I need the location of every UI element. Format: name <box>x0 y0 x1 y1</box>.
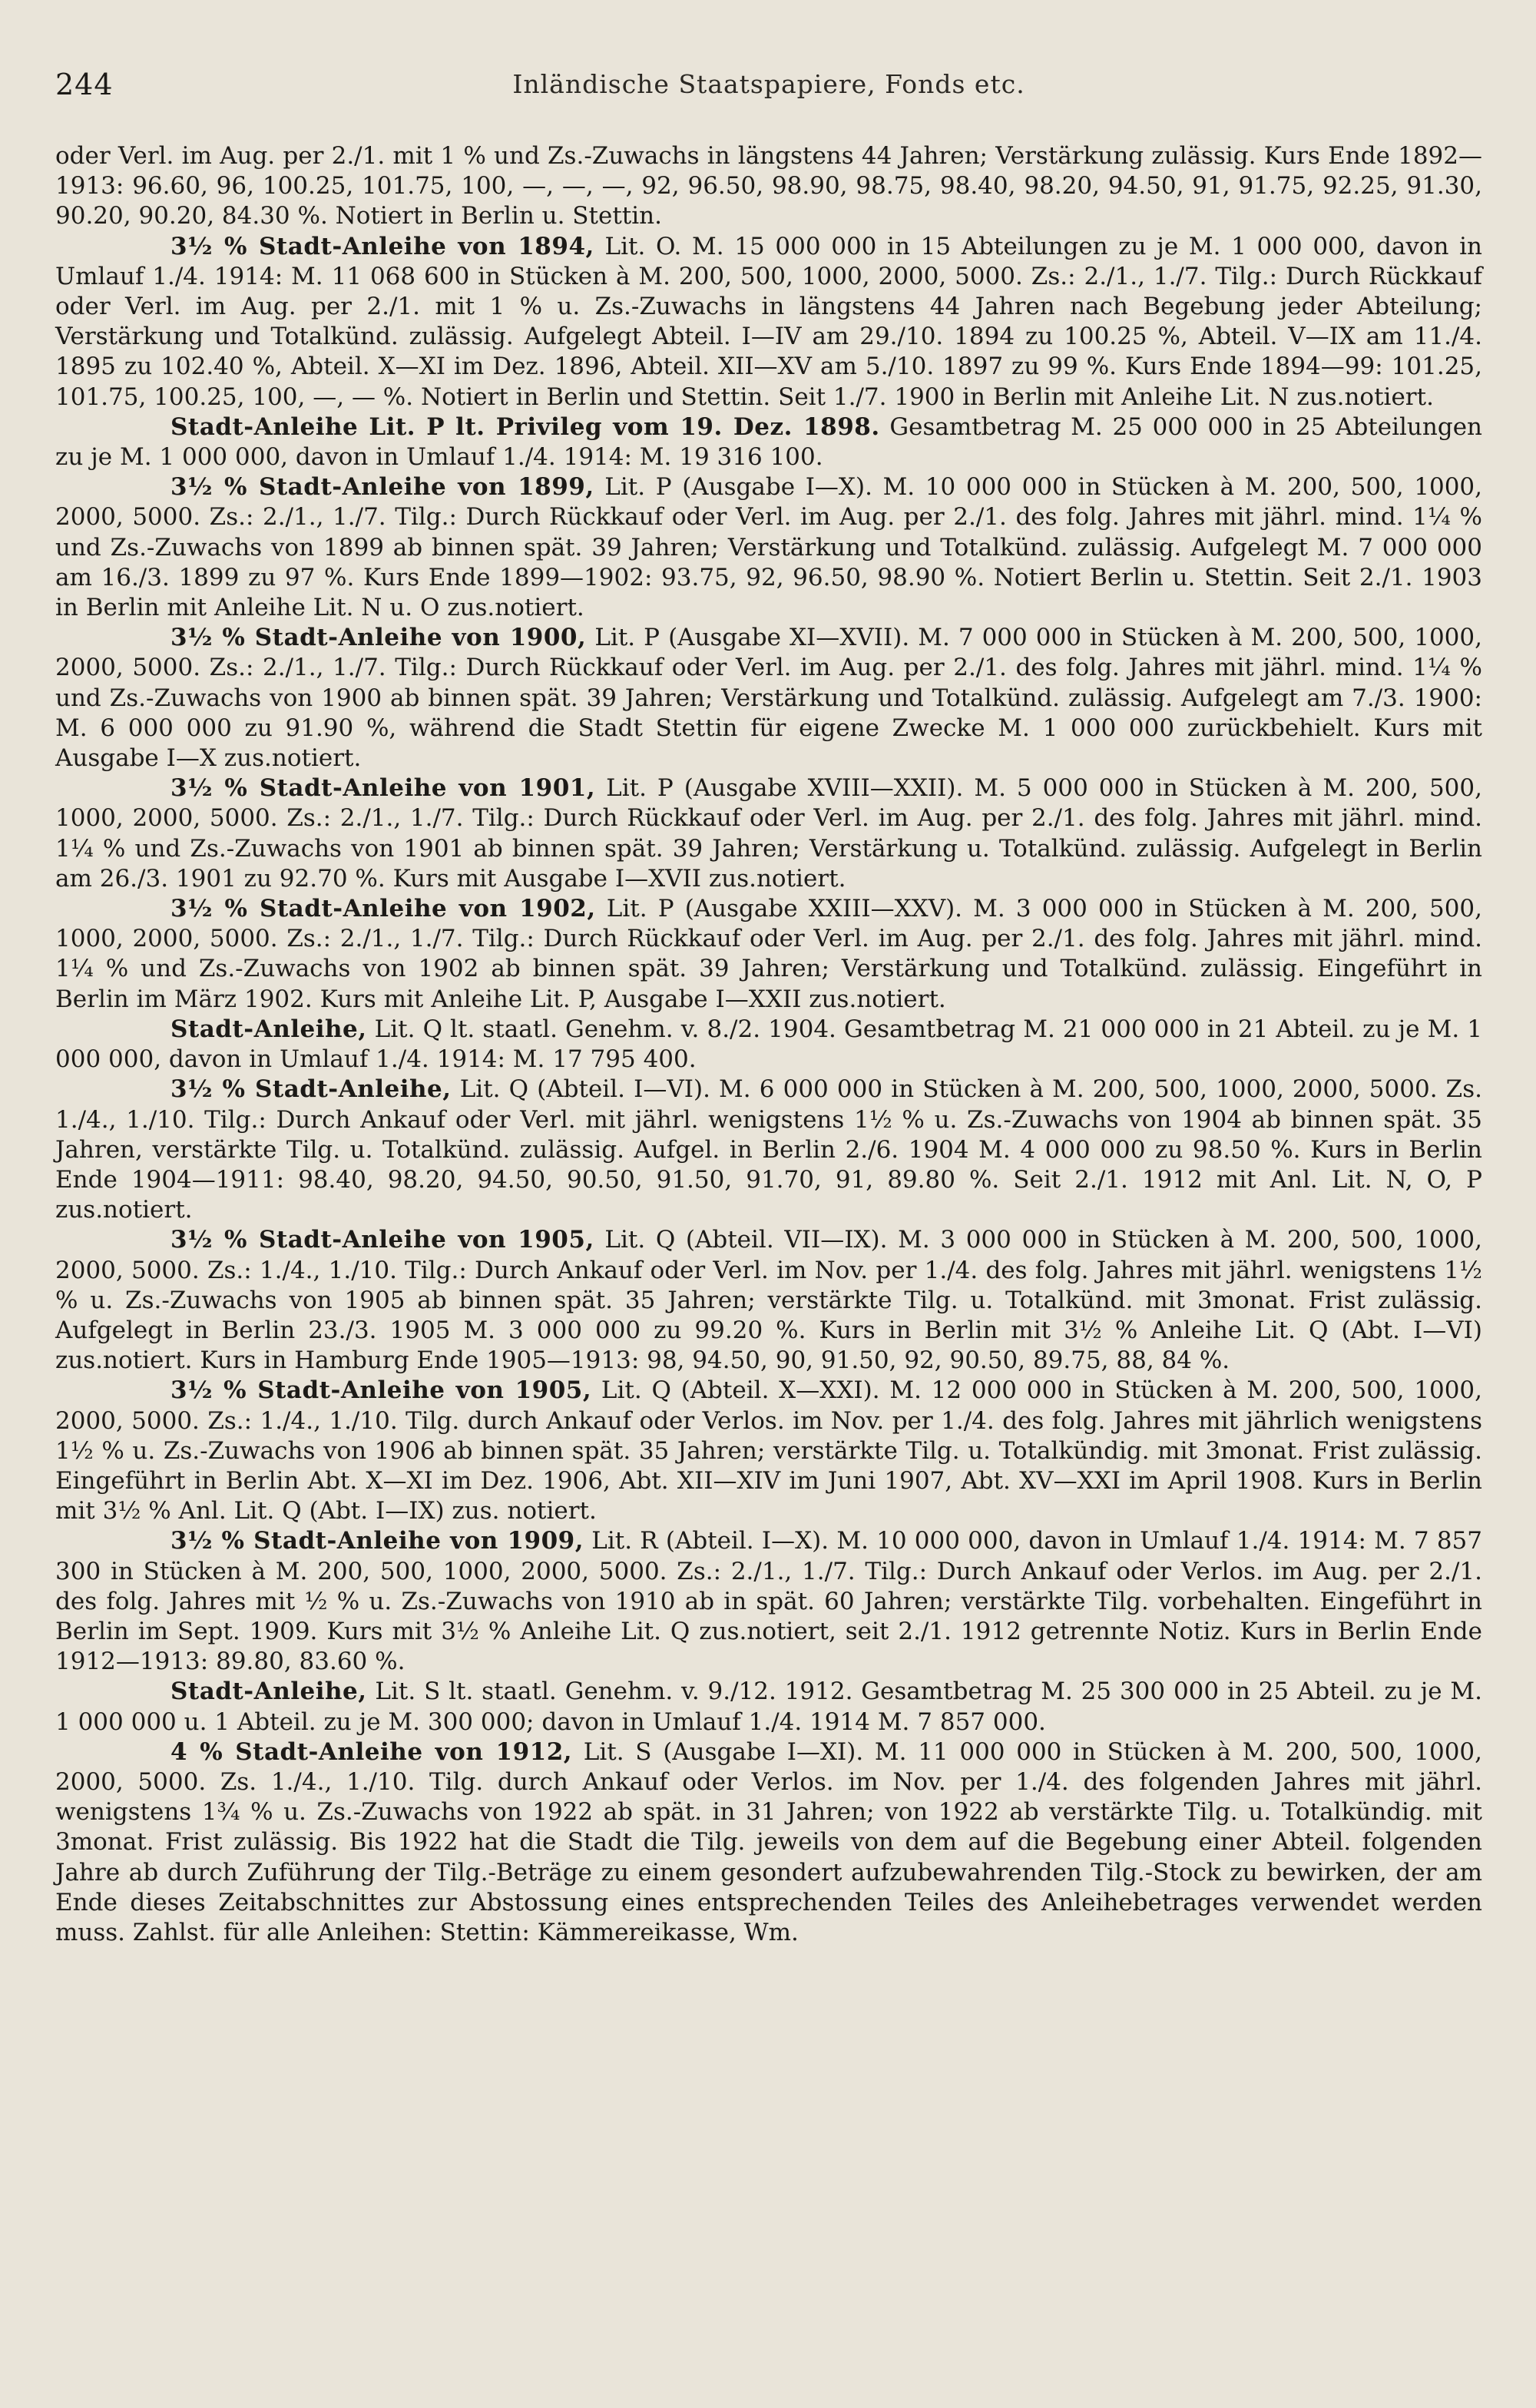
paragraph-lead: 3½ % Stadt-Anleihe von 1909, <box>170 1527 584 1555</box>
paragraph-text: Lit. Q (Abteil. X—XXI). M. 12 000 000 in Stücken à M. 200, 500, 1000, 2000, 5000. Zs.: 1./4., 1./10. Tilg. durch Ankauf oder Verlos. im Nov. per 1./4. des folg. Jahres mit jährlich wenigstens 1½ % u. Zs.-Zuwachs von 1906 ab binnen spät. 35 Jahren; verstärkte Tilg. u. Totalkündig. mit 3monat. Frist zulässig. Eingeführt in Berlin Abt. X—XI im Dez. 1906, Abt. XII—XIV im Juni 1907, Abt. XV—XXI im April 1908. Kurs in Berlin mit 3½ % Anl. Lit. Q (Abt. I—IX) zus. notiert. <box>55 1376 1482 1525</box>
paragraph-text: Lit. P (Ausgabe I—X). M. 10 000 000 in Stücken à M. 200, 500, 1000, 2000, 5000. Zs.: 2./1., 1./7. Tilg.: Durch Rückkauf oder Verl. im Aug. per 2./1. des folg. Jahres mit jährl. mind. 1¼ % und Zs.-Zuwachs von 1899 ab binnen spät. 39 Jahren; Verstärkung und Totalkünd. zulässig. Aufgelegt M. 7 000 000 am 16./3. 1899 zu 97 %. Kurs Ende 1899—1902: 93.75, 92, 96.50, 98.90 %. Notiert Berlin u. Stettin. Seit 2./1. 1903 in Berlin mit Anleihe Lit. N u. O zus.notiert. <box>55 473 1482 622</box>
paragraph <box>55 1015 1482 1075</box>
paragraph-text: Lit. Q lt. staatl. Genehm. v. 8./2. 1904. Gesamtbetrag M. 21 000 000 in 21 Abteil. zu je M. 1 000 000, davon in Umlauf 1./4. 1914: M. 17 795 400. <box>55 1015 1482 1074</box>
paragraph-lead: 3½ % Stadt-Anleihe von 1899, <box>170 473 594 502</box>
paragraph <box>55 894 1482 1015</box>
paragraph <box>55 1526 1482 1677</box>
paragraph-text: Lit. Q (Abteil. I—VI). M. 6 000 000 in Stücken à M. 200, 500, 1000, 2000, 5000. Zs. 1./4., 1./10. Tilg.: Durch Ankauf oder Verl. mit jährl. wenigstens 1½ % u. Zs.-Zuwachs von 1904 ab binnen spät. 35 Jahren, verstärkte Tilg. u. Totalkünd. zulässig. Aufgel. in Berlin 2./6. 1904 M. 4 000 000 zu 98.50 %. Kurs in Berlin Ende 1904—1911: 98.40, 98.20, 94.50, 90.50, 91.50, 91.70, 91, 89.80 %. Seit 2./1. 1912 mit Anl. Lit. N, O, P zus.notiert. <box>55 1075 1482 1224</box>
body-text <box>55 141 1482 1948</box>
paragraph-text: Lit. O. M. 15 000 000 in 15 Abteilungen zu je M. 1 000 000, davon in Umlauf 1./4. 1914: M. 11 068 600 in Stücken à M. 200, 500, 1000, 2000, 5000. Zs.: 2./1., 1./7. Tilg.: Durch Rückkauf oder Verl. im Aug. per 2./1. mit 1 % u. Zs.-Zuwachs in längstens 44 Jahren nach Begebung jeder Abteilung; Verstärkung und Totalkünd. zulässig. Aufgelegt Abteil. I—IV am 29./10. 1894 zu 100.25 %, Abteil. V—IX am 11./4. 1895 zu 102.40 %, Abteil. X—XI im Dez. 1896, Abteil. XII—XV am 5./10. 1897 zu 99 %. Kurs Ende 1894—99: 101.25, 101.75, 100.25, 100, —, — %. Notiert in Berlin und Stettin. Seit 1./7. 1900 in Berlin mit Anleihe Lit. N zus.notiert. <box>55 232 1482 411</box>
paragraph <box>55 1376 1482 1526</box>
paragraph-lead: 3½ % Stadt-Anleihe, <box>170 1075 452 1104</box>
paragraph-text: Lit. Q (Abteil. VII—IX). M. 3 000 000 in Stücken à M. 200, 500, 1000, 2000, 5000. Zs.: 1./4., 1./10. Tilg.: Durch Ankauf oder Verl. im Nov. per 1./4. des folg. Jahres mit jährl. wenigstens 1½ % u. Zs.-Zuwachs von 1905 ab binnen spät. 35 Jahren; verstärkte Tilg. u. Totalkünd. mit 3monat. Frist zulässig. Aufgelegt in Berlin 23./3. 1905 M. 3 000 000 zu 99.20 %. Kurs in Berlin mit 3½ % Anleihe Lit. Q (Abt. I—VI) zus.notiert. Kurs in Hamburg Ende 1905—1913: 98, 94.50, 90, 91.50, 92, 90.50, 89.75, 88, 84 %. <box>55 1226 1482 1375</box>
paragraph <box>55 623 1482 773</box>
paragraph <box>55 141 1482 232</box>
paragraph-lead: Stadt-Anleihe, <box>170 1678 367 1706</box>
paragraph-lead: 3½ % Stadt-Anleihe von 1894, <box>170 232 594 260</box>
paragraph-lead: 3½ % Stadt-Anleihe von 1905, <box>170 1376 592 1405</box>
paragraph <box>55 1075 1482 1225</box>
running-title: Inländische Staatspapiere, Fonds etc. <box>512 69 1025 99</box>
paragraph <box>55 412 1482 472</box>
paragraph-lead: 4 % Stadt-Anleihe von 1912, <box>170 1737 573 1766</box>
paragraph <box>55 1677 1482 1737</box>
paragraph <box>55 1225 1482 1376</box>
page-header <box>55 68 1482 114</box>
paragraph-text: Lit. R (Abteil. I—X). M. 10 000 000, davon in Umlauf 1./4. 1914: M. 7 857 300 in Stücken à M. 200, 500, 1000, 2000, 5000. Zs.: 2./1., 1./7. Tilg.: Durch Ankauf oder Verlos. im Aug. per 2./1. des folg. Jahres mit ½ % u. Zs.-Zuwachs von 1910 ab in spät. 60 Jahren; verstärkte Tilg. vorbehalten. Eingeführt in Berlin im Sept. 1909. Kurs mit 3½ % Anleihe Lit. Q zus.notiert, seit 2./1. 1912 getrennte Notiz. Kurs in Berlin Ende 1912—1913: 89.80, 83.60 %. <box>55 1527 1482 1676</box>
paragraph-lead: Stadt-Anleihe Lit. P lt. Privileg vom 19. Dez. 1898. <box>170 412 880 441</box>
paragraph-lead: Stadt-Anleihe, <box>170 1015 367 1043</box>
paragraph-lead: 3½ % Stadt-Anleihe von 1901, <box>170 774 596 803</box>
paragraph-lead: 3½ % Stadt-Anleihe von 1900, <box>170 624 587 652</box>
paragraph-lead: 3½ % Stadt-Anleihe von 1905, <box>170 1226 594 1254</box>
paragraph <box>55 472 1482 623</box>
paragraph-text: Lit. S (Ausgabe I—XI). M. 11 000 000 in Stücken à M. 200, 500, 1000, 2000, 5000. Zs. 1./4., 1./10. Tilg. durch Ankauf oder Verlos. im Nov. per 1./4. des folgenden Jahres mit jährl. wenigstens 1¾ % u. Zs.-Zuwachs von 1922 ab spät. in 31 Jahren; von 1922 ab verstärkte Tilg. u. Totalkündig. mit 3monat. Frist zulässig. Bis 1922 hat die Stadt die Tilg. jeweils von dem auf die Begebung einer Abteil. folgenden Jahre ab durch Zuführung der Tilg.-Beträge zu einem gesondert aufzubewahrenden Tilg.-Stock zu bewirken, der am Ende dieses Zeitabschnittes zur Abstossung eines entsprechenden Teiles des Anleihebetrages verwendet werden muss. Zahlst. für alle Anleihen: Stettin: Kämmereikasse, Wm. <box>55 1737 1482 1946</box>
paragraph <box>55 1737 1482 1948</box>
page-number: 244 <box>55 68 114 101</box>
paragraph-text: Lit. P (Ausgabe XI—XVII). M. 7 000 000 in Stücken à M. 200, 500, 1000, 2000, 5000. Zs.: 2./1., 1./7. Tilg.: Durch Rückkauf oder Verl. im Aug. per 2./1. des folg. Jahres mit jährl. mind. 1¼ % und Zs.-Zuwachs von 1900 ab binnen spät. 39 Jahren; Verstärkung und Totalkünd. zulässig. Aufgelegt am 7./3. 1900: M. 6 000 000 zu 91.90 %, während die Stadt Stettin für eigene Zwecke M. 1 000 000 zurückbehielt. Kurs mit Ausgabe I—X zus.notiert. <box>55 624 1482 773</box>
paragraph-lead: 3½ % Stadt-Anleihe von 1902, <box>170 895 596 923</box>
paragraph-text: oder Verl. im Aug. per 2./1. mit 1 % und Zs.-Zuwachs in längstens 44 Jahren; Verstärkung zulässig. Kurs Ende 1892—1913: 96.60, 96, 100.25, 101.75, 100, —, —, —, 92, 96.50, 98.90, 98.75, 98.40, 98.20, 94.50, 91, 91.75, 92.25, 91.30, 90.20, 90.20, 84.30 %. Notiert in Berlin u. Stettin. <box>55 142 1482 230</box>
paragraph-text: Gesamtbetrag M. 25 000 000 in 25 Abteilungen zu je M. 1 000 000, davon in Umlauf 1./4. 1914: M. 19 316 100. <box>55 412 1483 472</box>
paragraph-text: Lit. S lt. staatl. Genehm. v. 9./12. 1912. Gesamtbetrag M. 25 300 000 in 25 Abteil. zu je M. 1 000 000 u. 1 Abteil. zu je M. 300 000; davon in Umlauf 1./4. 1914 M. 7 857 000. <box>55 1678 1482 1736</box>
paragraph-text: Lit. P (Ausgabe XVIII—XXII). M. 5 000 000 in Stücken à M. 200, 500, 1000, 2000, 5000. Zs.: 2./1., 1./7. Tilg.: Durch Rückkauf oder Verl. im Aug. per 2./1. des folg. Jahres mit jährl. mind. 1¼ % und Zs.-Zuwachs von 1901 ab binnen spät. 39 Jahren; Verstärkung u. Totalkünd. zulässig. Aufgelegt in Berlin am 26./3. 1901 zu 92.70 %. Kurs mit Ausgabe I—XVII zus.notiert. <box>55 774 1482 893</box>
paragraph <box>55 232 1482 412</box>
paragraph-text: Lit. P (Ausgabe XXIII—XXV). M. 3 000 000 in Stücken à M. 200, 500, 1000, 2000, 5000. Zs.: 2./1., 1./7. Tilg.: Durch Rückkauf oder Verl. im Aug. per 2./1. des folg. Jahres mit jährl. mind. 1¼ % und Zs.-Zuwachs von 1902 ab binnen spät. 39 Jahren; Verstärkung und Totalkünd. zulässig. Eingeführt in Berlin im März 1902. Kurs mit Anleihe Lit. P, Ausgabe I—XXII zus.notiert. <box>55 895 1482 1013</box>
paragraph <box>55 773 1482 894</box>
